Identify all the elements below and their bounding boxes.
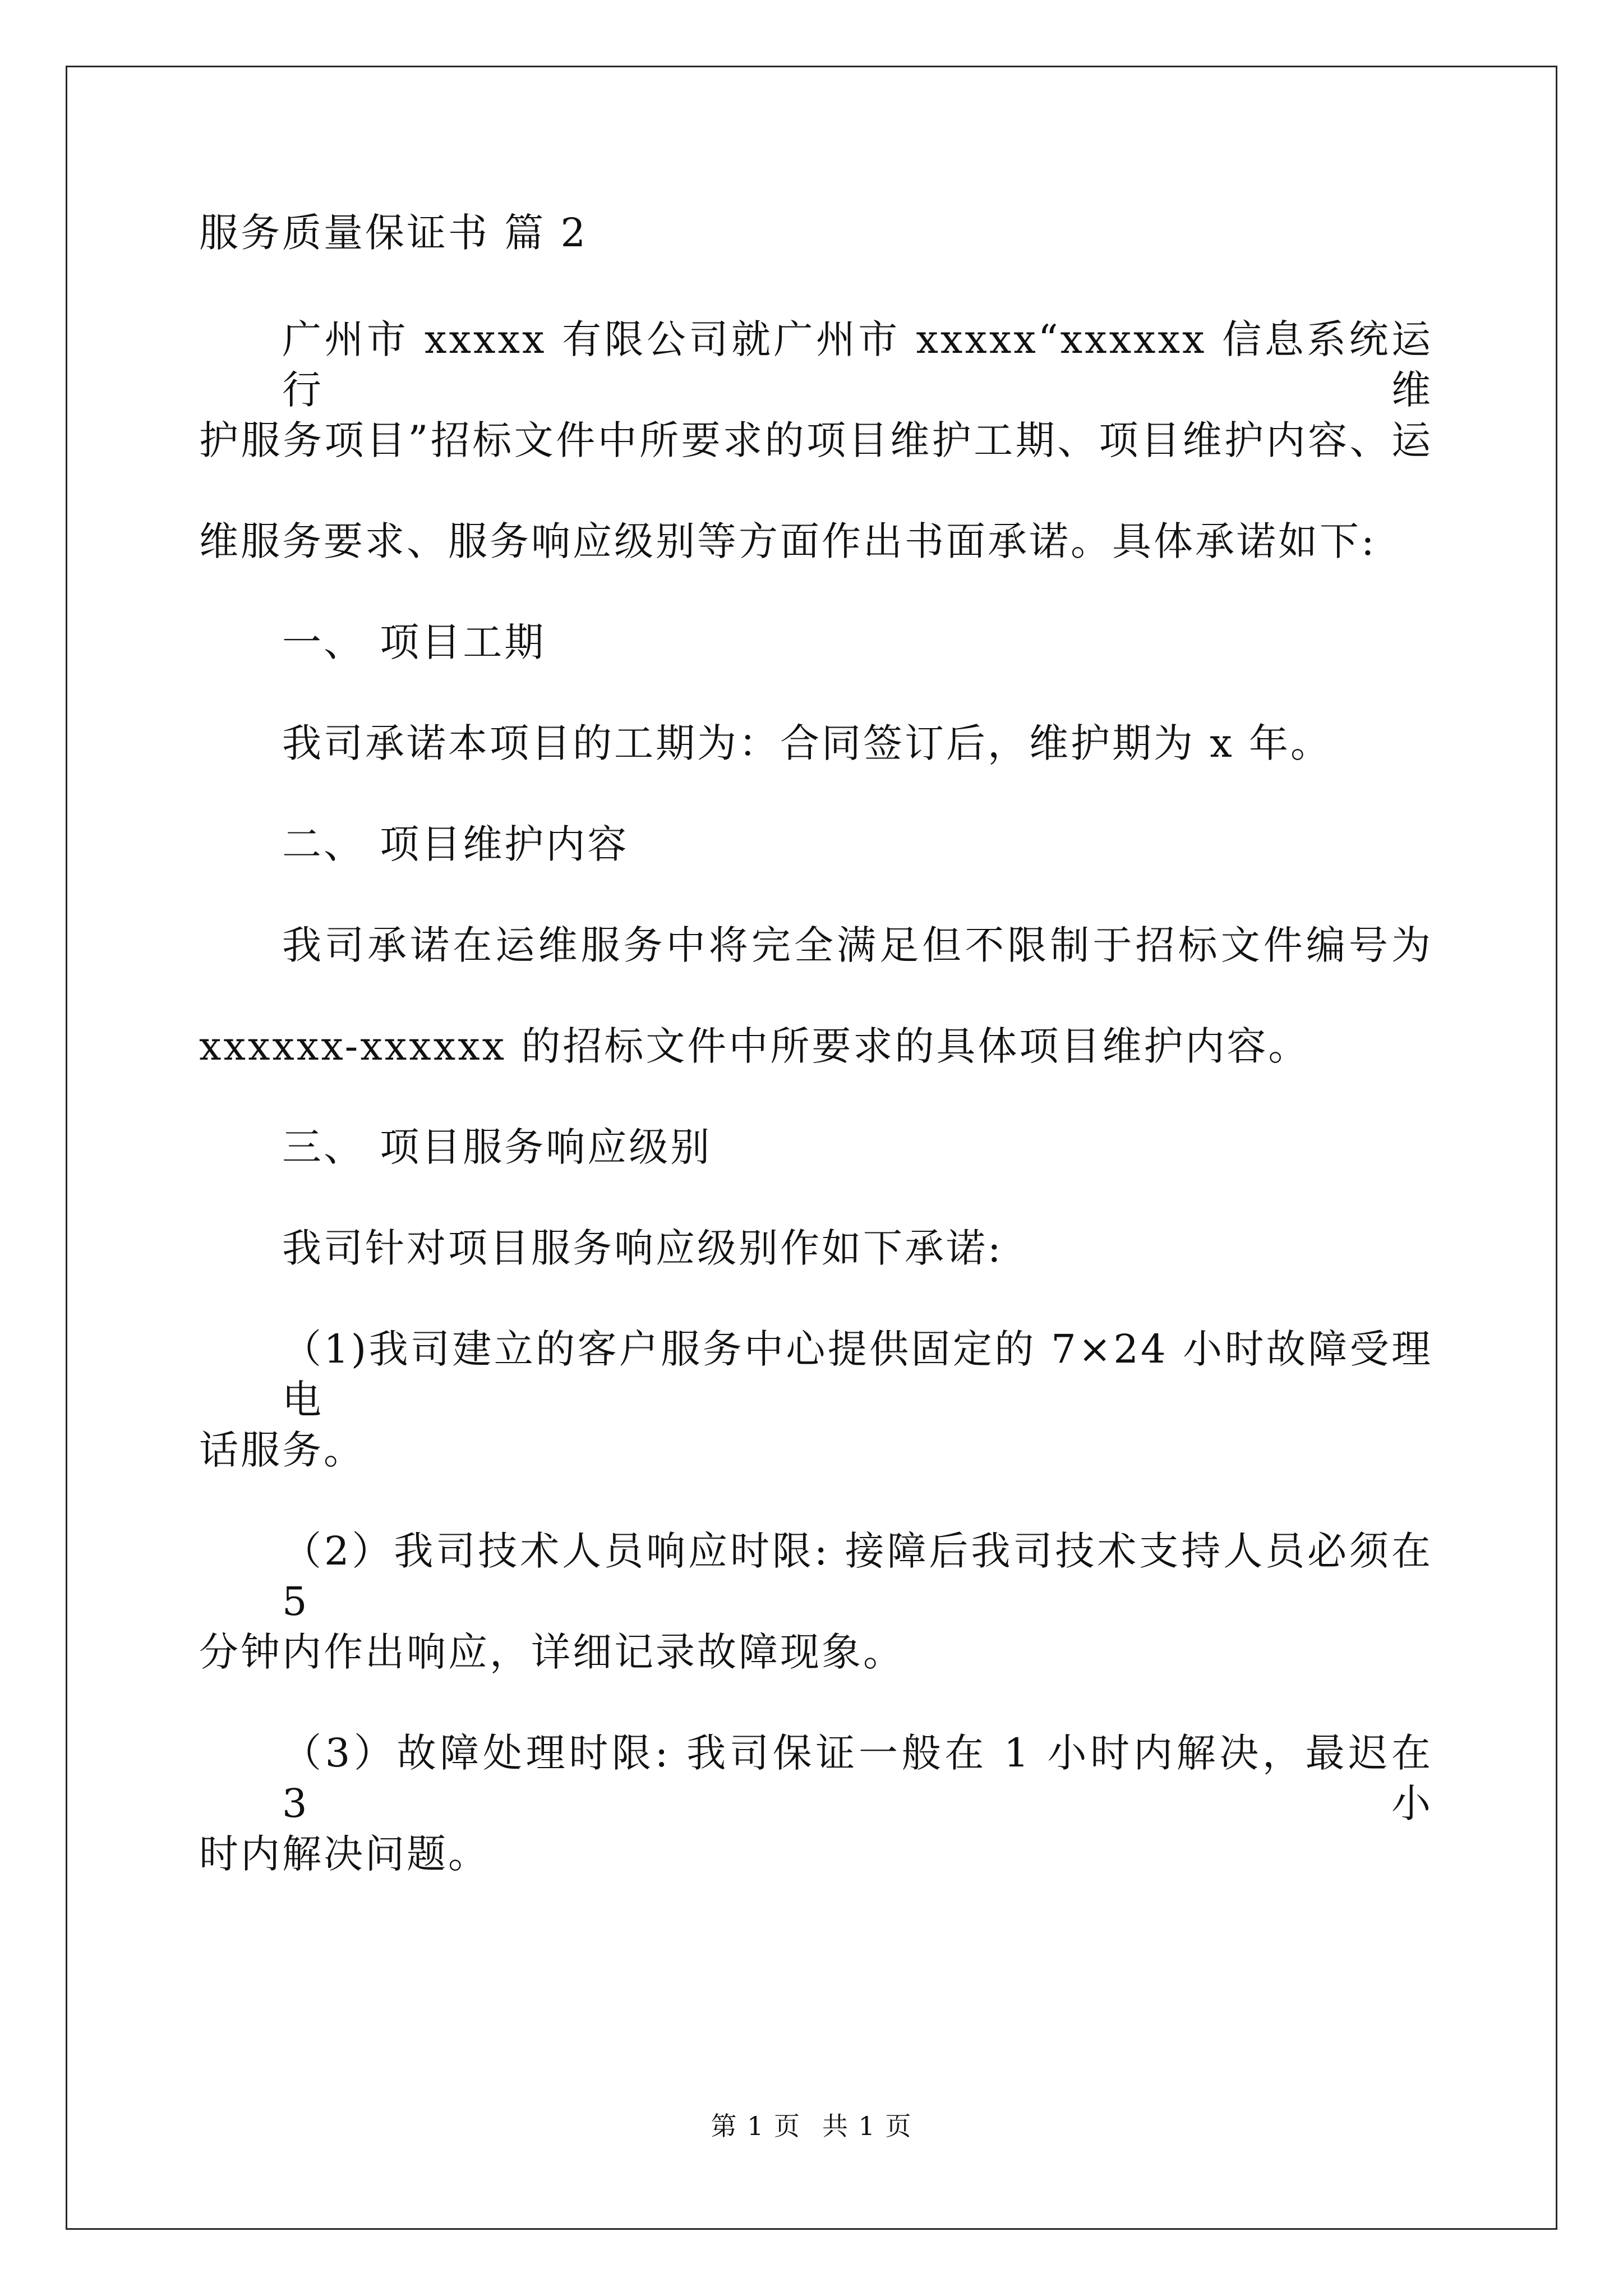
- paragraph-line: 分钟内作出响应，详细记录故障现象。: [199, 1629, 905, 1675]
- section-heading: 三、 项目服务响应级别: [282, 1124, 712, 1170]
- paragraph-line: （2）我司技术人员响应时限: 接障后我司技术支持人员必须在 5: [282, 1528, 1433, 1625]
- page-number-total: 共 1 页: [822, 2111, 912, 2141]
- section-heading: 二、 项目维护内容: [282, 821, 629, 867]
- paragraph-line: 话服务。: [199, 1427, 365, 1473]
- paragraph-line: 时内解决问题。: [199, 1831, 490, 1877]
- page-number-current: 第 1 页: [711, 2111, 801, 2141]
- paragraph-line: 广州市 xxxxx 有限公司就广州市 xxxxx“xxxxxx 信息系统运行维: [282, 316, 1433, 413]
- paragraph-line: （1)我司建立的客户服务中心提供固定的 7×24 小时故障受理电: [282, 1326, 1433, 1423]
- paragraph-line: 我司承诺在运维服务中将完全满足但不限制于招标文件编号为: [282, 922, 1433, 968]
- paragraph-line: （3）故障处理时限: 我司保证一般在 1 小时内解决，最迟在 3 小: [282, 1730, 1433, 1826]
- paragraph-line: 护服务项目”招标文件中所要求的项目维护工期、项目维护内容、运: [199, 417, 1433, 463]
- paragraph-line: 我司承诺本项目的工期为：合同签订后，维护期为 x 年。: [282, 720, 1332, 766]
- paragraph-line: 我司针对项目服务响应级别作如下承诺:: [282, 1225, 1003, 1271]
- page-footer: [0, 2109, 1623, 2143]
- paragraph-line: 维服务要求、服务响应级别等方面作出书面承诺。具体承诺如下:: [199, 518, 1377, 564]
- section-heading: 一、 项目工期: [282, 619, 546, 665]
- paragraph-line: xxxxxx-xxxxxx 的招标文件中所要求的具体项目维护内容。: [199, 1023, 1310, 1069]
- document-title: 服务质量保证书 篇 2: [199, 210, 588, 256]
